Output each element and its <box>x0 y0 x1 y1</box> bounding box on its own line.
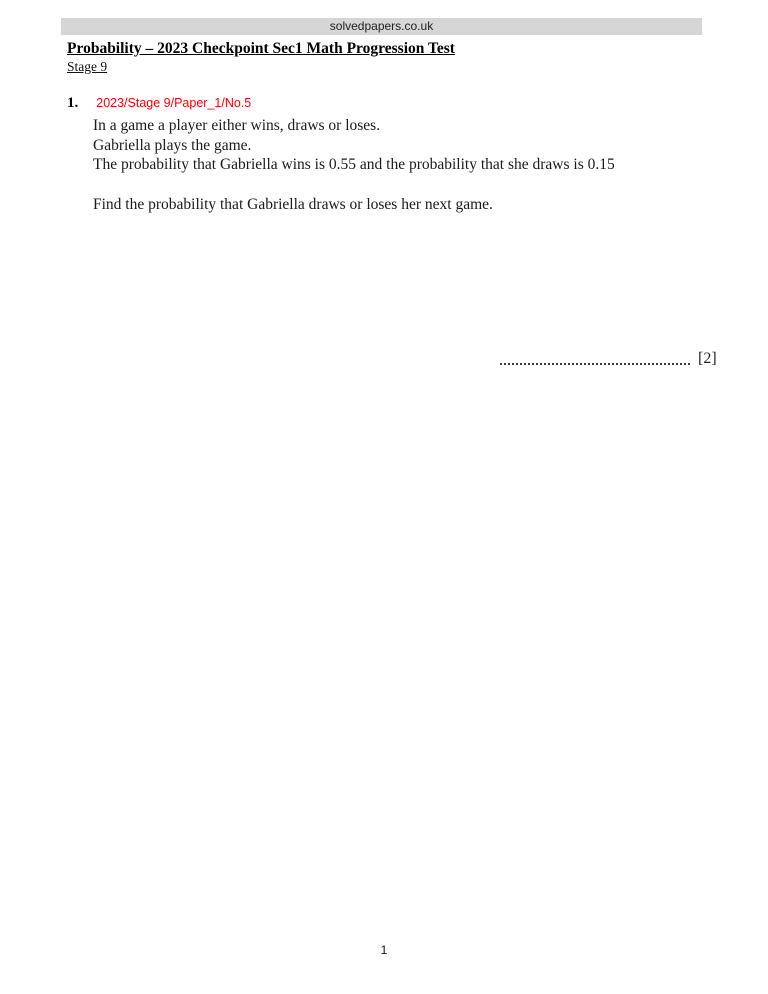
answer-row <box>500 350 730 368</box>
question-number: 1. <box>67 95 79 111</box>
answer-dotted-line <box>500 363 690 365</box>
question-reference: 2023/Stage 9/Paper_1/No.5 <box>96 96 252 110</box>
site-header-bar: solvedpapers.co.uk <box>61 18 702 35</box>
page-number: 1 <box>380 943 388 957</box>
question-header <box>67 94 251 112</box>
question-line: Gabriella plays the game. <box>93 136 252 154</box>
stage-label: Stage 9 <box>67 59 108 74</box>
marks-label: [2] <box>698 350 717 367</box>
question-prompt: Find the probability that Gabriella draws or loses her next game. <box>93 196 493 213</box>
question-text <box>93 116 693 175</box>
question-line: In a game a player either wins, draws or loses. <box>93 117 381 134</box>
document-title: Probability – 2023 Checkpoint Sec1 Math Progression Test <box>67 40 455 57</box>
question-line: The probability that Gabriella wins is 0.55 and the probability that she draws is 0.15 <box>93 156 615 173</box>
